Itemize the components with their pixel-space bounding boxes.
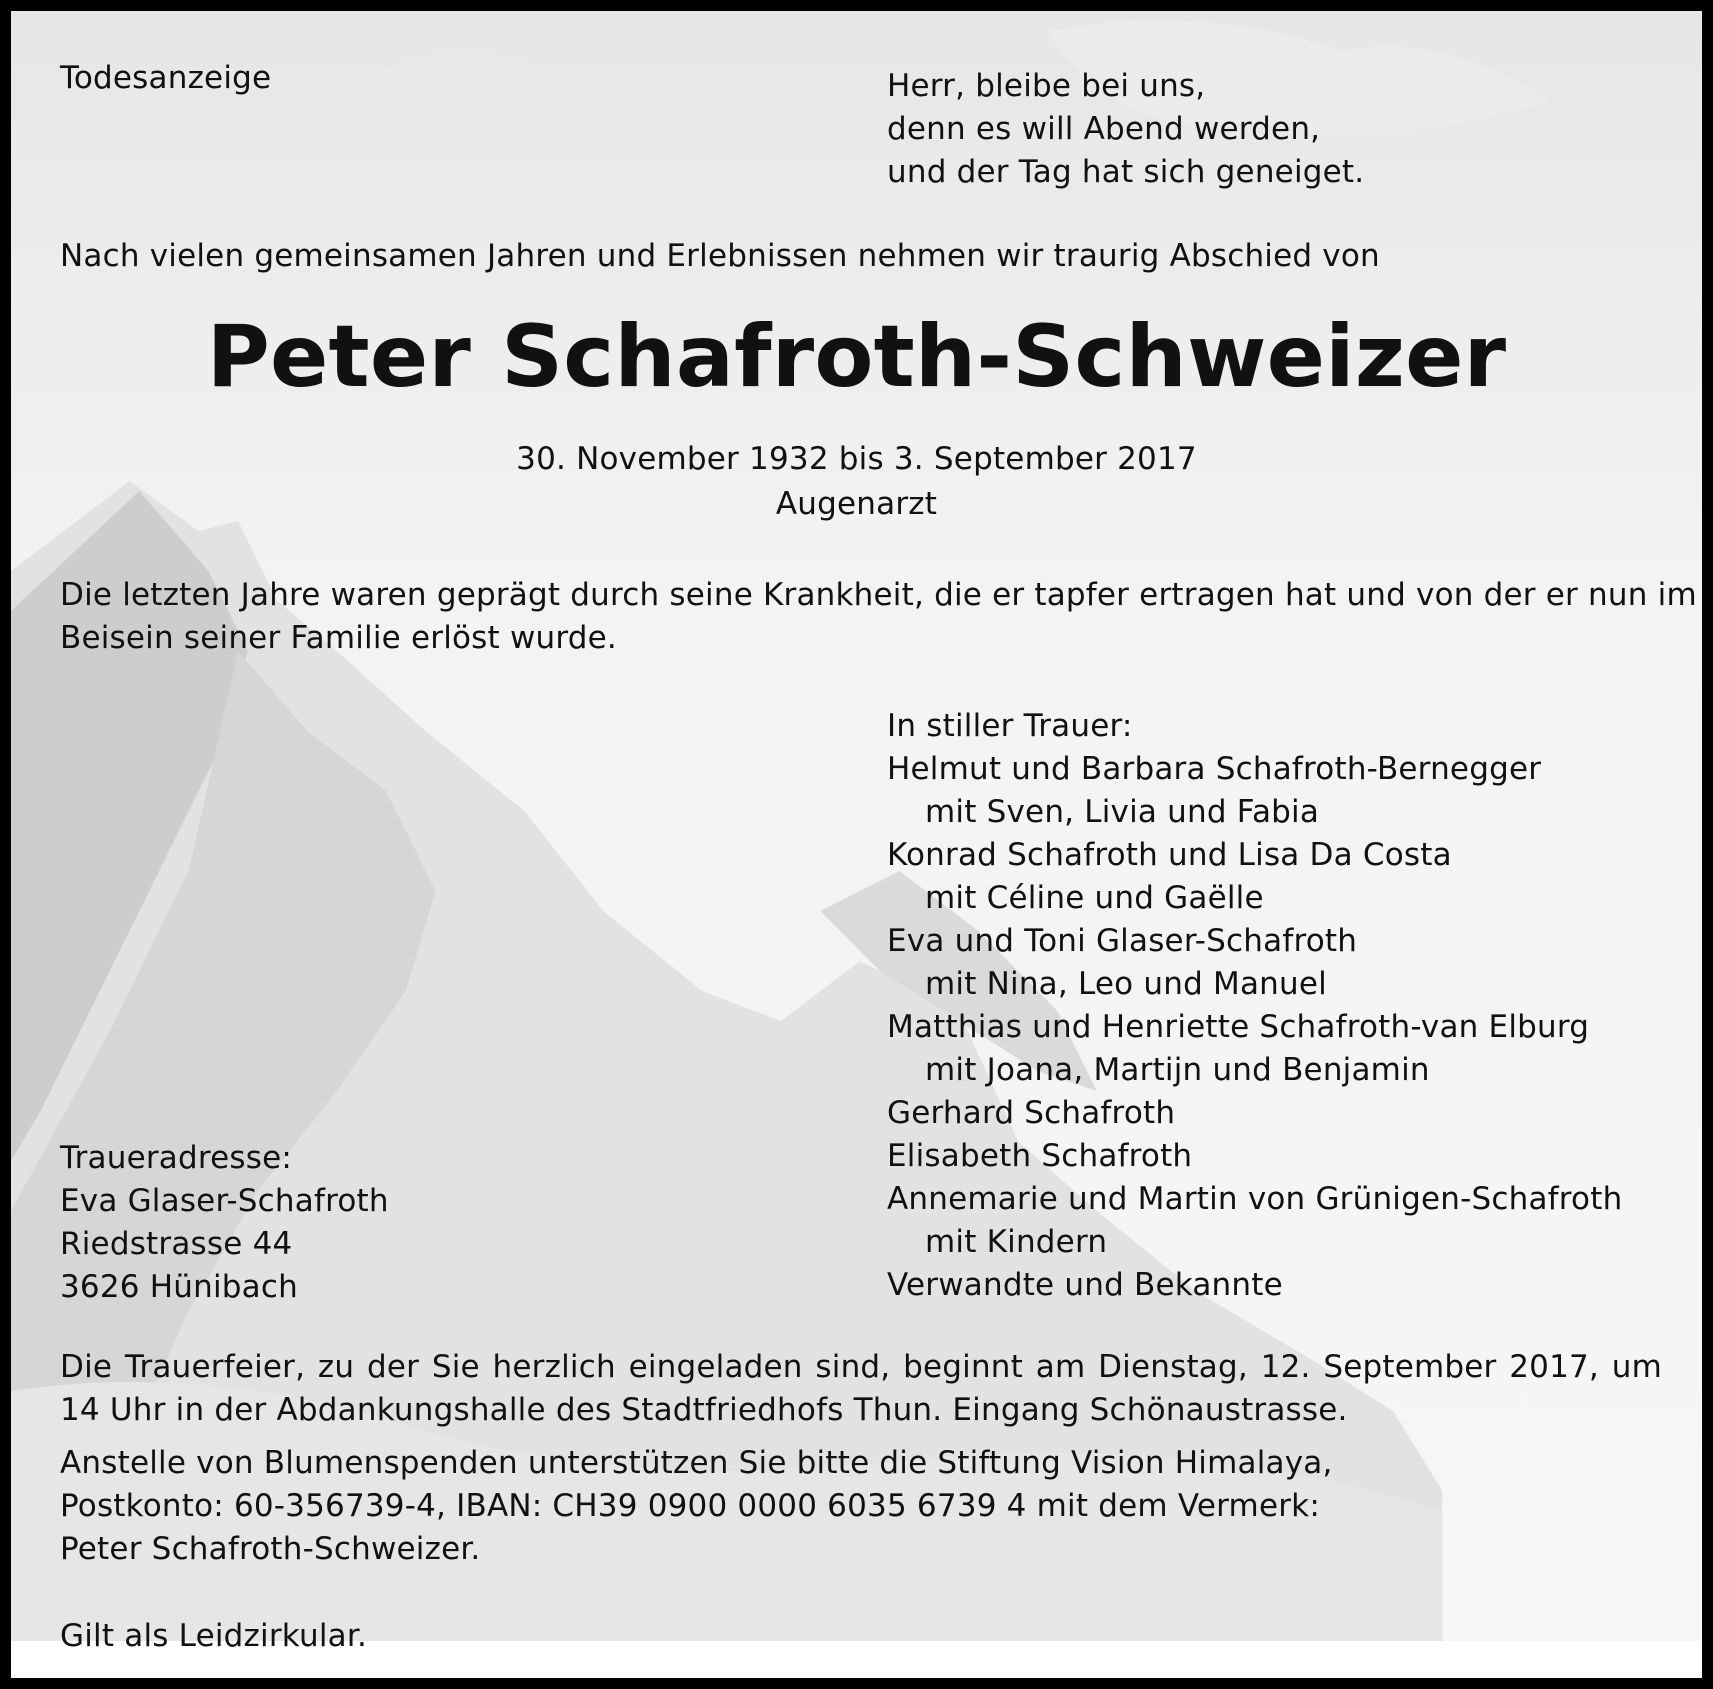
donation-paragraph [60,1442,1333,1571]
illness-paragraph [60,574,1697,660]
verse-block [887,65,1364,194]
address-line: Eva Glaser-Schafroth [60,1183,389,1219]
address-heading: Traueradresse: [60,1140,293,1176]
paragraph-line: Postkonto: 60-356739-4, IBAN: CH39 0900 0000 6035 6739 4 mit dem Vermerk: [60,1488,1320,1524]
mourner-line: Elisabeth Schafroth [887,1138,1193,1174]
paragraph-line: Die letzten Jahre waren geprägt durch seine Krankheit, die er tapfer ertragen hat und von der er nun im [60,577,1697,613]
mourner-children-line: mit Céline und Gaëlle [925,880,1264,916]
mourner-children-line: mit Sven, Livia und Fabia [925,794,1320,830]
verse-line: und der Tag hat sich geneiget. [887,154,1365,190]
mourner-line: Annemarie und Martin von Grünigen-Schafroth [887,1181,1623,1217]
paragraph-line: Anstelle von Blumenspenden unterstützen Sie bitte die Stiftung Vision Himalaya, [60,1445,1333,1481]
notice-heading: Todesanzeige [60,60,272,96]
deceased-name: Peter Schafroth-Schweizer [206,307,1507,407]
mourner-children-line: mit Nina, Leo und Manuel [925,966,1327,1002]
life-dates: 30. November 1932 bis 3. September 2017 [516,441,1197,477]
mourner-line: Eva und Toni Glaser-Schafroth [887,923,1358,959]
mourner-line: Konrad Schafroth und Lisa Da Costa [887,837,1452,873]
mourner-line: Verwandte und Bekannte [887,1267,1283,1303]
verse-line: Herr, bleibe bei uns, [887,68,1206,104]
mourners-list [887,705,1622,1307]
address-line: 3626 Hünibach [60,1269,298,1305]
mourner-children-line: mit Kindern [925,1224,1108,1260]
mourners-heading: In stiller Trauer: [887,708,1133,744]
paragraph-line: Beisein seiner Familie erlöst wurde. [60,620,617,656]
verse-line: denn es will Abend werden, [887,111,1321,147]
ceremony-paragraph: Die Trauerfeier, zu der Sie herzlich eingeladen sind, beginnt am Dienstag, 12. September 2017, um 14 Uhr in der Abdankungshalle des Stadtfriedhofs Thun. Eingang Schönaustrasse. [60,1349,1662,1428]
paragraph-line: Peter Schafroth-Schweizer. [60,1531,481,1567]
circular-note: Gilt als Leidzirkular. [60,1618,367,1654]
mourner-line: Helmut und Barbara Schafroth-Bernegger [887,751,1542,787]
mourner-children-line: mit Joana, Martijn und Benjamin [925,1052,1430,1088]
mourner-line: Matthias und Henriette Schafroth-van Elburg [887,1009,1590,1045]
profession: Augenarzt [775,486,938,522]
mourner-line: Gerhard Schafroth [887,1095,1176,1131]
address-line: Riedstrasse 44 [60,1226,293,1262]
address-block [60,1137,389,1309]
intro-text: Nach vielen gemeinsamen Jahren und Erlebnissen nehmen wir traurig Abschied von [60,238,1380,274]
